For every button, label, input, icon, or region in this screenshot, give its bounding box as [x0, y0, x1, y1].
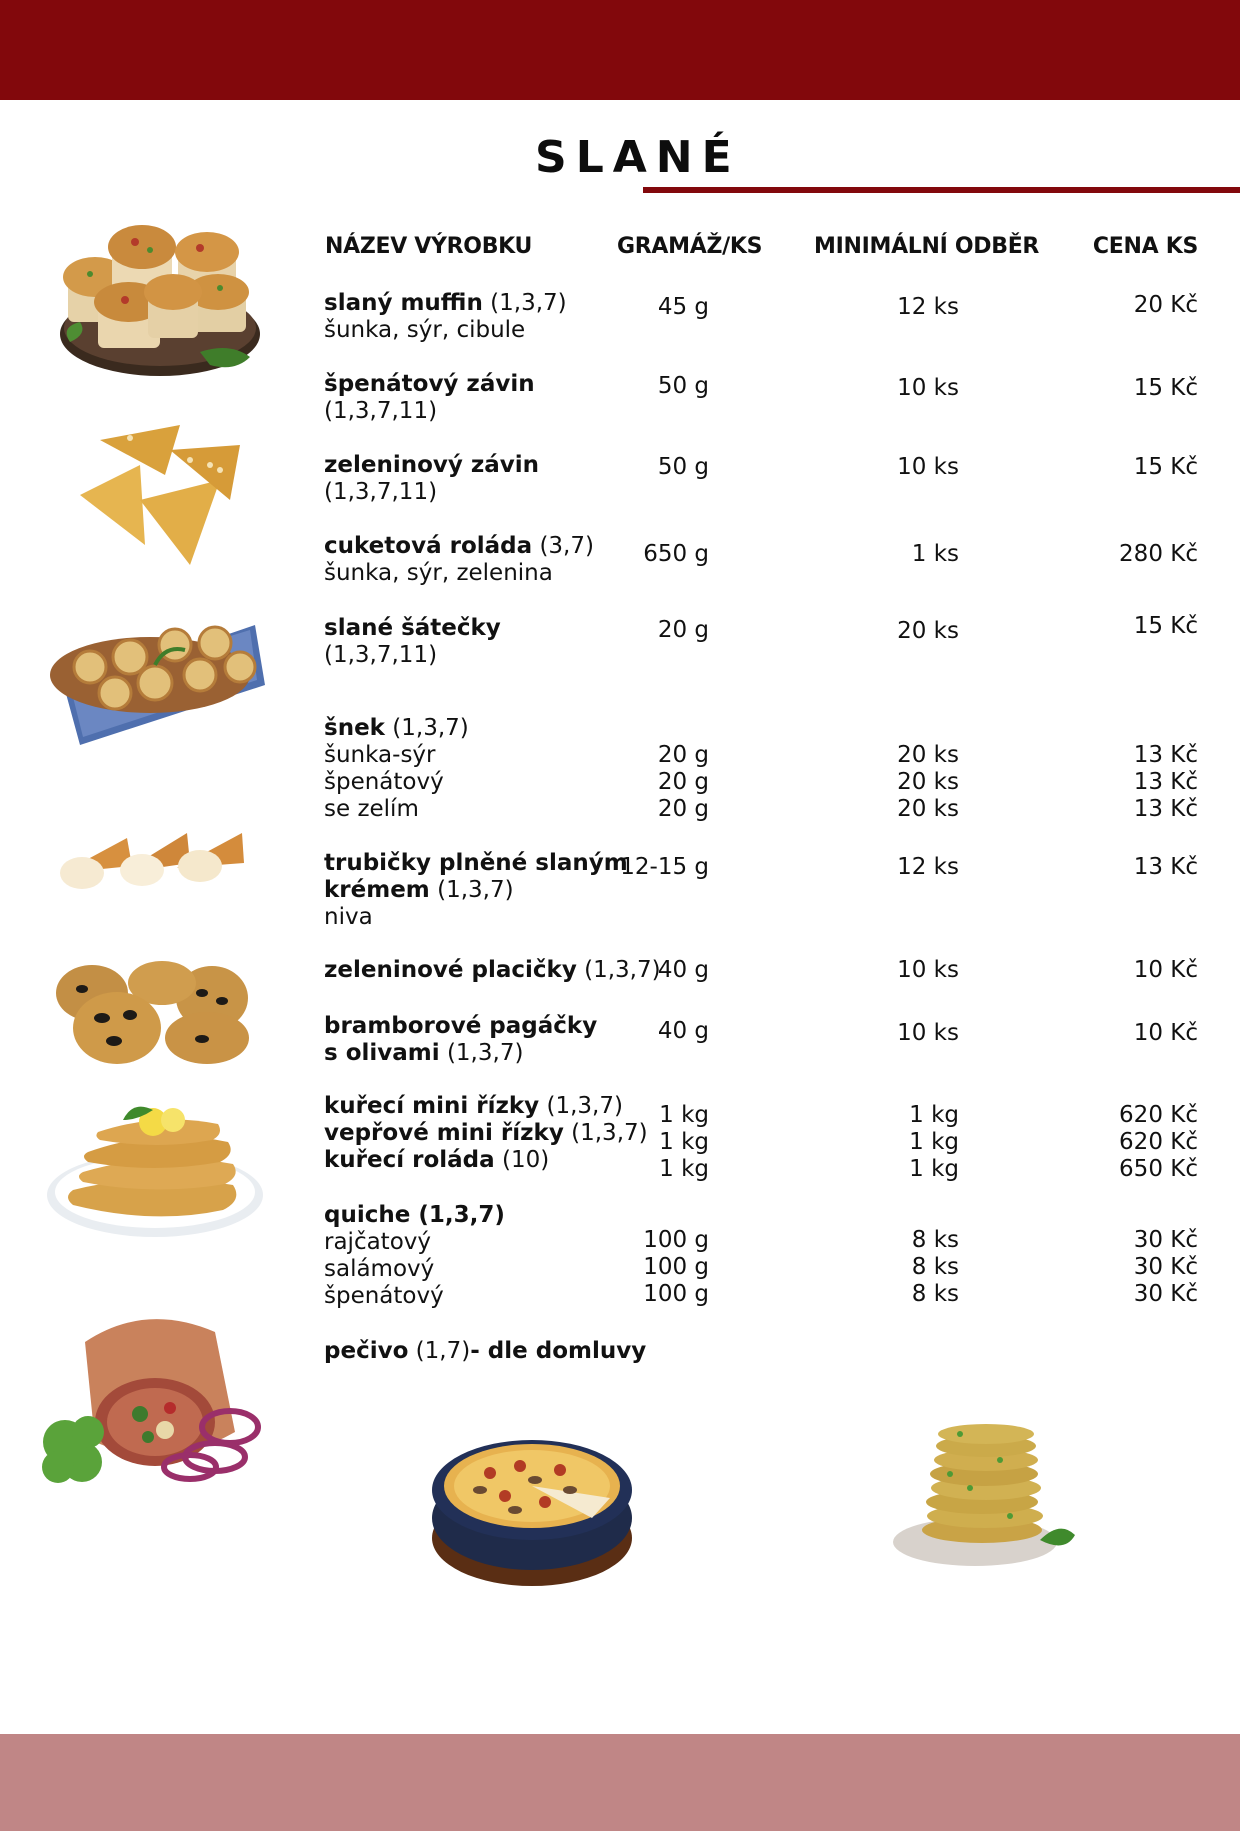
product-name: šnek (1,3,7): [324, 715, 469, 741]
product-name: quiche (1,3,7): [324, 1202, 505, 1228]
product-min-order: 12 ks: [897, 294, 959, 320]
product-price: 13 Kč 13 Kč 13 Kč: [1133, 742, 1198, 822]
product-name: trubičky plněné slaným krémem (1,3,7) niva: [324, 850, 628, 930]
product-min-order: 10 ks: [897, 454, 959, 480]
product-price: 10 Kč: [1133, 1020, 1198, 1046]
olive-cookies-photo: [52, 953, 252, 1068]
product-price: 620 Kč 620 Kč 650 Kč: [1119, 1102, 1198, 1182]
header-product-name: NÁZEV VÝROBKU: [325, 234, 533, 259]
product-name: špenátový závin (1,3,7,11): [324, 371, 535, 424]
product-variants: rajčatový salámový špenátový: [324, 1229, 444, 1309]
cream-horns-photo: [52, 818, 247, 898]
product-name: zeleninový závin (1,3,7,11): [324, 452, 540, 505]
veggie-fritters-photo: [890, 1420, 1090, 1570]
product-name: pečivo (1,7)- dle domluvy: [324, 1338, 647, 1364]
product-name: bramborové pagáčky s olivami (1,3,7): [324, 1013, 598, 1066]
product-name: cuketová roláda (3,7) šunka, sýr, zelenina: [324, 533, 594, 586]
meat-roll-photo: [40, 1302, 265, 1492]
product-weight: 1 kg 1 kg 1 kg: [659, 1102, 709, 1182]
product-min-order: 10 ks: [897, 1020, 959, 1046]
product-price: 15 Kč: [1133, 375, 1198, 401]
product-price: 280 Kč: [1119, 541, 1198, 567]
product-weight: 50 g: [657, 373, 709, 399]
product-min-order: 12 ks: [897, 854, 959, 880]
page-title: SLANÉ: [535, 132, 741, 183]
product-name: kuřecí mini řízky (1,3,7) vepřové mini řízky (1,3,7) kuřecí roláda (10): [324, 1093, 648, 1173]
product-min-order: 20 ks: [897, 618, 959, 644]
product-min-order: 8 ks 8 ks 8 ks: [911, 1227, 959, 1307]
header-min-order: MINIMÁLNÍ ODBĚR: [814, 234, 1040, 259]
product-name: zeleninové placičky (1,3,7): [324, 957, 661, 983]
header-band: [0, 0, 1240, 100]
product-variants: šunka-sýr špenátový se zelím: [324, 742, 444, 822]
product-weight: 45 g: [657, 294, 709, 320]
muffin-photo: [50, 222, 270, 392]
product-weight: 40 g: [657, 1018, 709, 1044]
product-price: 13 Kč: [1133, 854, 1198, 880]
product-min-order: 10 ks: [897, 957, 959, 983]
pinwheels-photo: [45, 605, 270, 750]
schnitzel-photo: [43, 1100, 268, 1240]
product-weight: 650 g: [643, 541, 709, 567]
quiche-photo: [420, 1418, 645, 1593]
product-min-order: 20 ks 20 ks 20 ks: [897, 742, 959, 822]
product-weight: 12-15 g: [620, 854, 709, 880]
product-min-order: 10 ks: [897, 375, 959, 401]
header-weight: GRAMÁŽ/KS: [617, 234, 763, 259]
product-price: 10 Kč: [1133, 957, 1198, 983]
product-weight: 20 g 20 g 20 g: [657, 742, 709, 822]
product-price: 20 Kč: [1133, 292, 1198, 318]
footer-band: [0, 1734, 1240, 1831]
product-price: 30 Kč 30 Kč 30 Kč: [1133, 1227, 1198, 1307]
product-weight: 20 g: [657, 617, 709, 643]
product-name: slaný muffin (1,3,7) šunka, sýr, cibule: [324, 290, 567, 343]
product-min-order: 1 kg 1 kg 1 kg: [909, 1102, 959, 1182]
product-price: 15 Kč: [1133, 613, 1198, 639]
header-price: CENA KS: [1092, 234, 1198, 259]
product-name: slané šátečky (1,3,7,11): [324, 615, 501, 668]
pastry-triangles-photo: [70, 420, 245, 570]
product-weight: 40 g: [657, 957, 709, 983]
product-weight: 100 g 100 g 100 g: [643, 1227, 709, 1307]
product-price: 15 Kč: [1133, 454, 1198, 480]
product-min-order: 1 ks: [911, 541, 959, 567]
product-weight: 50 g: [657, 454, 709, 480]
title-underline: [643, 187, 1240, 193]
